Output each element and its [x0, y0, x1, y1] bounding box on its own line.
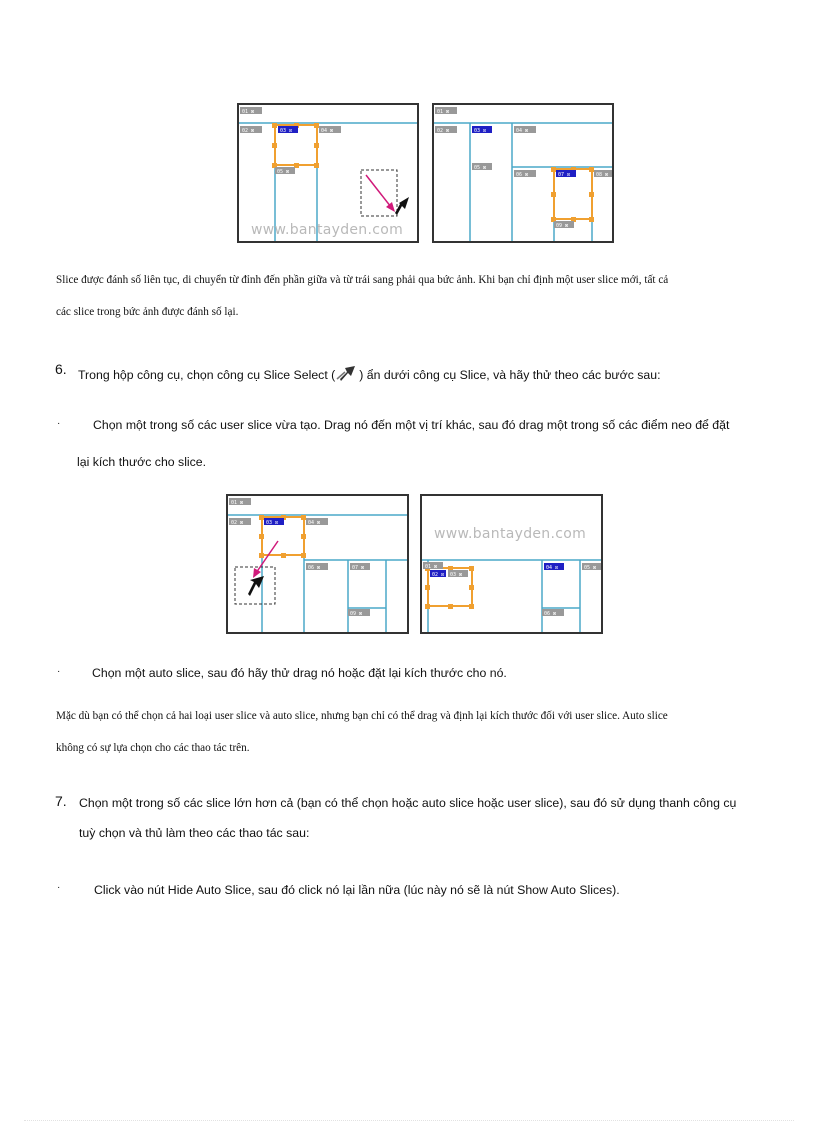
- svg-text:03 ⊠: 03 ⊠: [450, 572, 463, 578]
- svg-text:07 ⊠: 07 ⊠: [352, 565, 365, 571]
- bullet1-line1: Chọn một trong số các user slice vừa tạo. Drag nó đến một vị trí khác, sau đó drag một trong số các điểm neo để đặt: [93, 418, 730, 432]
- figure-2b-drawing: [422, 496, 603, 634]
- bullet-marker: ·: [57, 418, 61, 429]
- svg-text:08 ⊠: 08 ⊠: [596, 172, 609, 178]
- svg-text:06 ⊠: 06 ⊠: [544, 611, 557, 617]
- step-number: 6.: [55, 361, 67, 377]
- slice-select-tool-icon: [335, 364, 359, 382]
- svg-text:05 ⊠: 05 ⊠: [277, 169, 290, 175]
- svg-text:04 ⊡: 04 ⊡: [546, 565, 559, 571]
- svg-text:05 ⊠: 05 ⊠: [584, 565, 597, 571]
- step7-line2: tuỳ chọn và thủ làm theo các thao tác sau:: [79, 826, 310, 840]
- page-bottom-divider: [24, 1120, 794, 1121]
- figure-2a-drawing: [228, 496, 409, 634]
- step6-text-before: Trong hộp công cụ, chọn công cụ Slice Select (: [78, 368, 336, 382]
- svg-text:03 ⊡: 03 ⊡: [266, 520, 279, 526]
- svg-text:03 ⊡: 03 ⊡: [280, 128, 293, 134]
- step6-text-after: ) ẩn dưới công cụ Slice, và hãy thử theo các bước sau:: [359, 368, 661, 382]
- figure-2a: [226, 494, 409, 634]
- svg-text:09 ⊠: 09 ⊠: [350, 611, 363, 617]
- svg-text:07 ⊡: 07 ⊡: [558, 172, 571, 178]
- watermark: www.bantayden.com: [251, 222, 404, 238]
- paragraph-auto-slice-note: [56, 700, 798, 764]
- svg-text:01 ⊠: 01 ⊠: [242, 109, 255, 115]
- step-number: 7.: [55, 793, 67, 809]
- svg-text:04 ⊠: 04 ⊠: [321, 128, 334, 134]
- bullet-marker: ·: [57, 882, 61, 893]
- svg-text:01 ⊠: 01 ⊠: [231, 500, 244, 506]
- bullet3-text: Click vào nút Hide Auto Slice, sau đó click nó lại lần nữa (lúc này nó sẽ là nút Show Auto Slices).: [94, 883, 620, 897]
- svg-text:01 ⊠: 01 ⊠: [425, 564, 438, 570]
- step7-line1: Chọn một trong số các slice lớn hơn cả (bạn có thể chọn hoặc auto slice hoặc user slice), sau đó sử dụng thanh công cụ: [79, 796, 737, 810]
- svg-text:05 ⊠: 05 ⊠: [474, 165, 487, 171]
- paragraph-line: Slice được đánh số liên tục, di chuyển từ đỉnh đến phần giữa và từ trái sang phải qua bức ảnh. Khi bạn chỉ định một user slice mới, tất cả: [56, 274, 669, 286]
- svg-text:03 ⊡: 03 ⊡: [474, 128, 487, 134]
- svg-text:06 ⊠: 06 ⊠: [516, 172, 529, 178]
- bullet2-text: Chọn một auto slice, sau đó hãy thử drag nó hoặc đặt lại kích thước cho nó.: [92, 666, 507, 680]
- svg-text:02 ⊠: 02 ⊠: [242, 128, 255, 134]
- bullet-marker: ·: [57, 666, 61, 677]
- svg-text:09 ⊠: 09 ⊠: [556, 223, 569, 229]
- svg-text:02 ⊠: 02 ⊠: [231, 520, 244, 526]
- figure-1b-drawing: [434, 105, 614, 243]
- figure-1b: [432, 103, 614, 243]
- figure-2b: [420, 494, 603, 634]
- step6-text: [78, 364, 661, 382]
- svg-text:04 ⊠: 04 ⊠: [516, 128, 529, 134]
- watermark: www.bantayden.com: [434, 526, 587, 542]
- paragraph-line: Mặc dù bạn có thể chọn cả hai loại user slice và auto slice, nhưng bạn chỉ có thể drag và định lại kích thước đối với user slice. Auto slice: [56, 710, 668, 722]
- paragraph-line: các slice trong bức ảnh được đánh số lại.: [56, 306, 239, 318]
- paragraph-slice-numbering: [56, 264, 798, 328]
- paragraph-line: không có sự lựa chọn cho các thao tác trên.: [56, 742, 250, 754]
- svg-text:02 ⊡: 02 ⊡: [432, 572, 445, 578]
- svg-text:06 ⊠: 06 ⊠: [308, 565, 321, 571]
- figure-1a: [237, 103, 419, 243]
- svg-text:04 ⊠: 04 ⊠: [308, 520, 321, 526]
- svg-text:02 ⊠: 02 ⊠: [437, 128, 450, 134]
- bullet1-line2: lại kích thước cho slice.: [77, 455, 207, 469]
- svg-text:01 ⊠: 01 ⊠: [437, 109, 450, 115]
